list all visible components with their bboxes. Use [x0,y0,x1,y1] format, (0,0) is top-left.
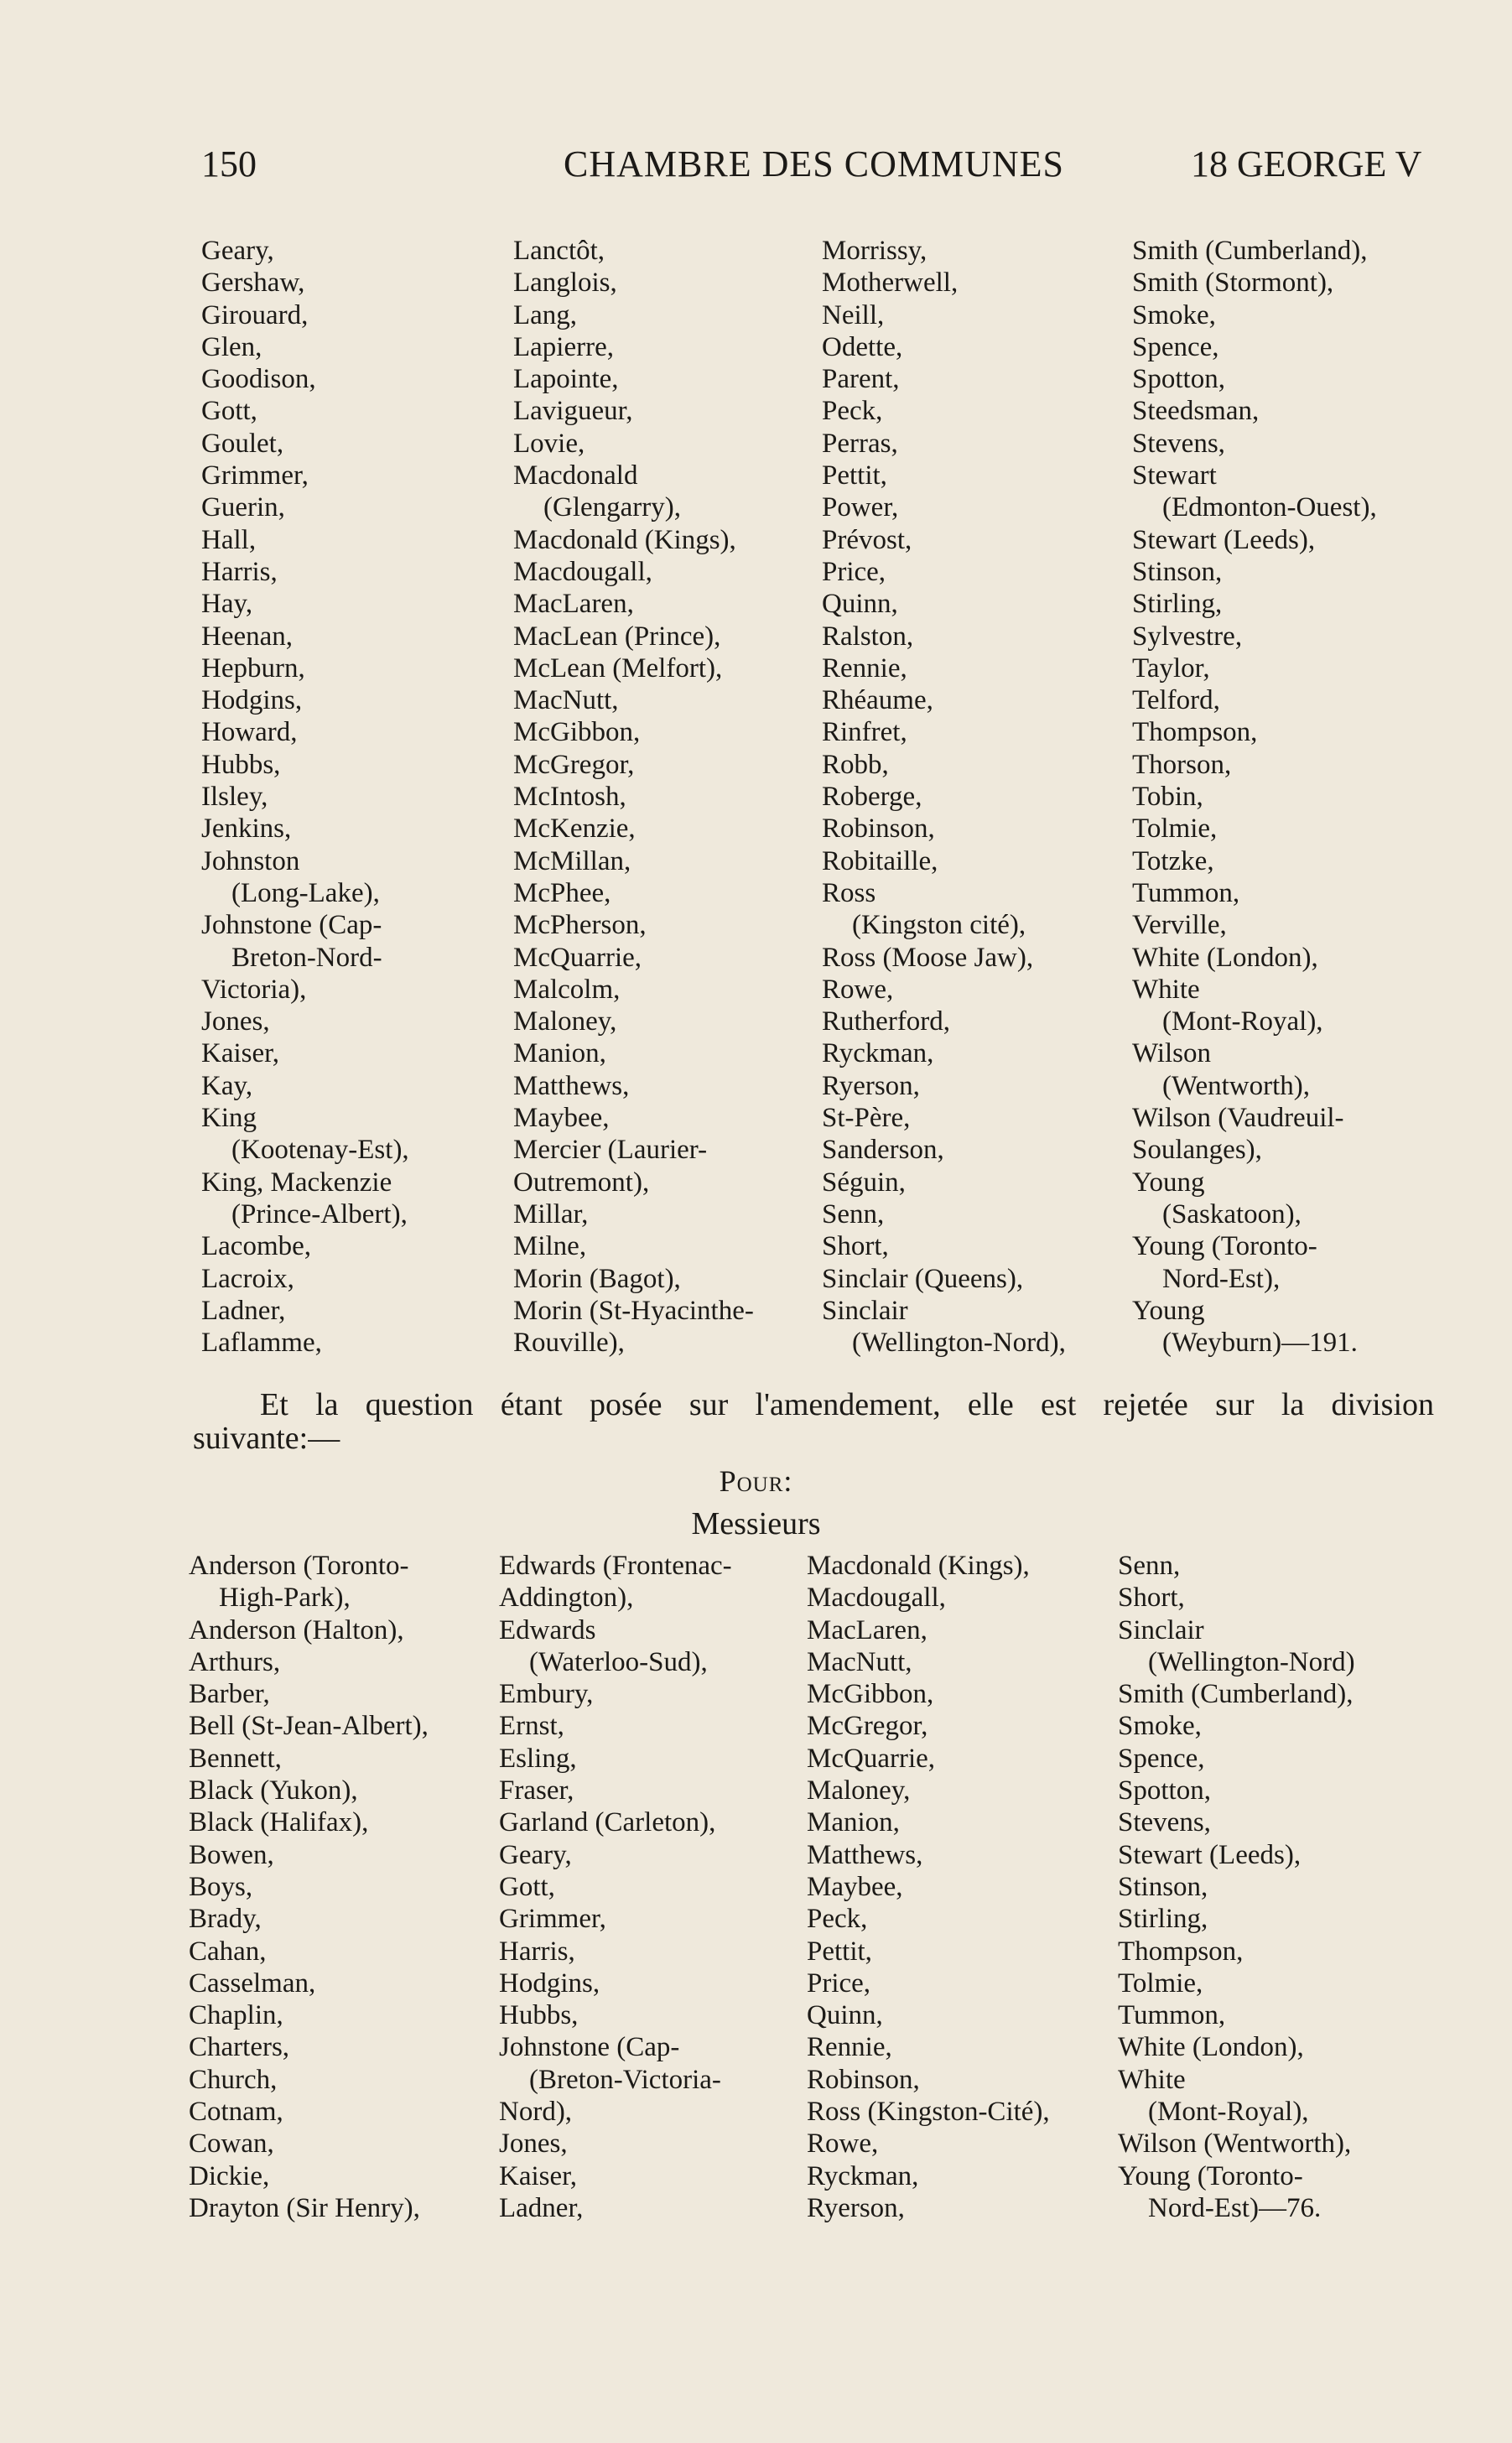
member-name: White [1132,974,1200,1005]
member-name: (Breton-Victoria- [529,2064,721,2095]
member-name: White [1118,2064,1186,2095]
member-name: Hepburn, [201,652,305,684]
member-name: Jenkins, [201,813,292,845]
member-name: Price, [822,556,886,587]
member-name: Langlois, [513,268,617,299]
member-name: Short, [822,1231,889,1262]
member-name: Jones, [499,2129,568,2160]
member-name: Macdonald [513,460,638,491]
member-name: Robinson, [822,813,935,845]
member-name: McMillan, [513,845,631,876]
member-name: (Weyburn)—191. [1162,1328,1358,1359]
member-name: King, Mackenzie [201,1167,392,1198]
reign-year: 18 GEORGE V [1191,143,1422,185]
member-name: Fraser, [499,1775,574,1806]
member-name: Hubbs, [499,2000,579,2031]
member-name: White (London), [1118,2032,1304,2063]
member-name: Power, [822,492,899,523]
member-name: Ryckman, [822,1038,934,1069]
member-name: Goodison, [201,364,316,395]
member-name: (Edmonton-Ouest), [1162,492,1377,523]
member-name: Grimmer, [499,1904,606,1935]
member-name: Verville, [1132,910,1227,941]
member-name: Goulet, [201,428,284,459]
pour-column-1 [189,1550,429,2224]
member-name: Black (Yukon), [189,1775,358,1806]
contre-column-2 [513,235,754,1359]
paragraph-line-2: suivante:— [193,1421,340,1456]
member-name: Morin (St-Hyacinthe- [513,1295,754,1326]
member-name: Robb, [822,749,889,780]
member-name: Rennie, [822,652,907,684]
member-name: Hodgins, [499,1967,600,1999]
member-name: Young [1132,1167,1205,1198]
member-name: Thompson, [1132,717,1258,748]
member-name: Cowan, [189,2129,274,2160]
member-name: Bennett, [189,1743,282,1774]
page-title: CHAMBRE DES COMMUNES [564,143,1064,185]
member-name: Gott, [499,1871,555,1902]
member-name: Laflamme, [201,1328,322,1359]
member-name: Ross (Moose Jaw), [822,942,1034,973]
member-name: Parent, [822,364,900,395]
member-name: Sylvestre, [1132,621,1243,652]
member-name: Guerin, [201,492,285,523]
member-name: Drayton (Sir Henry), [189,2192,420,2223]
page-number: 150 [201,143,257,185]
member-name: McGibbon, [807,1679,934,1710]
member-name: Hall, [201,524,257,555]
member-name: Johnstone (Cap- [499,2032,680,2063]
member-name: Stevens, [1118,1807,1211,1838]
member-name: Chaplin, [189,2000,283,2031]
member-name: McGregor, [513,749,635,780]
member-name: Hubbs, [201,749,281,780]
member-name: Ross (Kingston-Cité), [807,2097,1050,2128]
member-name: McPherson, [513,910,647,941]
member-name: Tobin, [1132,782,1203,813]
member-name: Ralston, [822,621,914,652]
member-name: Lovie, [513,428,585,459]
member-name: (Waterloo-Sud), [529,1646,708,1677]
member-name: McGibbon, [513,717,641,748]
member-name: Rennie, [807,2032,892,2063]
member-name: Charters, [189,2032,290,2063]
member-name: Quinn, [807,2000,883,2031]
member-name: Harris, [201,556,278,587]
member-name: (Long-Lake), [231,877,380,908]
member-name: Robitaille, [822,845,938,876]
member-name: Millar, [513,1198,589,1229]
member-name: Brady, [189,1904,262,1935]
pour-column-3 [807,1550,1050,2224]
member-name: Geary, [201,236,274,266]
member-name: Spence, [1118,1743,1205,1774]
member-name: McGregor, [807,1711,928,1742]
member-name: Outremont), [513,1167,650,1198]
member-name: Macdonald (Kings), [513,524,736,555]
member-name: (Wentworth), [1162,1070,1311,1101]
member-name: Cotnam, [189,2097,283,2128]
member-name: Arthurs, [189,1646,281,1677]
member-name: Taylor, [1132,652,1210,684]
contre-column-3 [822,235,1066,1359]
member-name: (Wellington-Nord) [1148,1646,1355,1677]
member-name: MacLaren, [807,1614,927,1645]
member-name: Wilson [1132,1038,1212,1069]
member-name: Smoke, [1118,1711,1202,1742]
member-name: Ilsley, [201,782,268,813]
member-name: Addington), [499,1583,634,1614]
member-name: Kay, [201,1070,253,1101]
paragraph-line-1: Et la question étant posée sur l'amendement, elle est rejetée sur la division [260,1387,1434,1422]
member-name: Edwards (Frontenac- [499,1551,732,1581]
member-name: Pettit, [807,1936,872,1967]
member-name: Manion, [513,1038,606,1069]
member-name: Johnston [201,845,300,876]
member-name: St-Père, [822,1103,911,1134]
member-name: McKenzie, [513,813,636,845]
member-name: Short, [1118,1583,1185,1614]
member-name: MacLaren, [513,589,634,620]
member-name: Robinson, [807,2064,920,2095]
member-name: Nord-Est), [1162,1263,1281,1294]
member-name: Sanderson, [822,1135,944,1166]
pour-column-4 [1118,1550,1355,2224]
member-name: Stewart (Leeds), [1132,524,1316,555]
member-name: McPhee, [513,877,611,908]
member-name: Manion, [807,1807,900,1838]
member-name: Barber, [189,1679,270,1710]
member-name: Stinson, [1118,1871,1208,1902]
member-name: Senn, [1118,1551,1181,1581]
member-name: Morrissy, [822,236,927,266]
member-name: Hay, [201,589,253,620]
member-name: (Kootenay-Est), [231,1135,409,1166]
member-name: (Kingston cité), [852,910,1026,941]
member-name: Peck, [807,1904,868,1935]
member-name: Girouard, [201,299,309,330]
member-name: Macdougall, [807,1583,946,1614]
member-name: Sinclair (Queens), [822,1263,1024,1294]
member-name: Anderson (Toronto- [189,1551,409,1581]
member-name: Black (Halifax), [189,1807,369,1838]
member-name: Anderson (Halton), [189,1614,404,1645]
member-name: Stewart (Leeds), [1118,1839,1302,1870]
member-name: Smoke, [1132,299,1216,330]
member-name: Tolmie, [1118,1967,1203,1999]
member-name: Wilson (Vaudreuil- [1132,1103,1344,1134]
member-name: Breton-Nord- [231,942,382,973]
member-name: Wilson (Wentworth), [1118,2129,1352,2160]
member-name: Young (Toronto- [1118,2160,1303,2191]
contre-column-1 [201,235,409,1359]
member-name: Ross [822,877,876,908]
member-name: White (London), [1132,942,1318,973]
member-name: Kaiser, [499,2160,578,2191]
member-name: Spotton, [1118,1775,1211,1806]
member-name: Boys, [189,1871,253,1902]
member-name: Rouville), [513,1328,625,1359]
member-name: Young [1132,1295,1205,1326]
member-name: MacNutt, [513,685,619,716]
member-name: Glen, [201,331,262,362]
member-name: (Wellington-Nord), [852,1328,1066,1359]
member-name: Rutherford, [822,1006,951,1037]
member-name: Embury, [499,1679,594,1710]
member-name: Church, [189,2064,278,2095]
member-name: Lanctôt, [513,236,605,266]
member-name: Ryckman, [807,2160,919,2191]
member-name: Tolmie, [1132,813,1218,845]
member-name: Lavigueur, [513,396,633,427]
member-name: Price, [807,1967,871,1999]
member-name: Thorson, [1132,749,1232,780]
member-name: Maybee, [807,1871,903,1902]
member-name: Ryerson, [807,2192,905,2223]
member-name: Kaiser, [201,1038,280,1069]
member-name: Macdonald (Kings), [807,1551,1030,1581]
member-name: Ernst, [499,1711,564,1742]
member-name: Smith (Stormont), [1132,268,1334,299]
member-name: Smith (Cumberland), [1132,236,1368,266]
member-name: MacLean (Prince), [513,621,721,652]
member-name: Smith (Cumberland), [1118,1679,1354,1710]
member-name: Maloney, [513,1006,617,1037]
member-name: Garland (Carleton), [499,1807,716,1838]
member-name: (Saskatoon), [1162,1198,1302,1229]
member-name: Esling, [499,1743,577,1774]
member-name: Young (Toronto- [1132,1231,1317,1262]
member-name: Lacroix, [201,1263,294,1294]
member-name: Tummon, [1132,877,1240,908]
member-name: Stirling, [1132,589,1223,620]
member-name: Lacombe, [201,1231,312,1262]
member-name: Neill, [822,299,885,330]
member-name: Cahan, [189,1936,267,1967]
member-name: Rinfret, [822,717,907,748]
member-name: Nord), [499,2097,573,2128]
member-name: Casselman, [189,1967,316,1999]
member-name: Maloney, [807,1775,911,1806]
member-name: Prévost, [822,524,912,555]
member-name: Sinclair [1118,1614,1204,1645]
member-name: Victoria), [201,974,307,1005]
member-name: Totzke, [1132,845,1214,876]
division-paragraph [193,1388,1434,1455]
member-name: Perras, [822,428,898,459]
member-name: Bowen, [189,1839,274,1870]
member-name: Johnstone (Cap- [201,910,382,941]
member-name: (Prince-Albert), [231,1198,408,1229]
member-name: Howard, [201,717,298,748]
member-name: Quinn, [822,589,898,620]
member-name: Mercier (Laurier- [513,1135,708,1166]
member-name: Ryerson, [822,1070,920,1101]
member-name: Jones, [201,1006,270,1037]
member-name: (Mont-Royal), [1148,2097,1309,2128]
member-name: Lapierre, [513,331,614,362]
member-name: Spotton, [1132,364,1225,395]
member-name: Grimmer, [201,460,309,491]
member-name: Geary, [499,1839,572,1870]
member-name: Gershaw, [201,268,305,299]
member-name: McIntosh, [513,782,626,813]
member-name: Sinclair [822,1295,908,1326]
member-name: Spence, [1132,331,1219,362]
member-name: Harris, [499,1936,575,1967]
member-name: (Mont-Royal), [1162,1006,1323,1037]
member-name: Maybee, [513,1103,610,1134]
member-name: McQuarrie, [807,1743,936,1774]
member-name: Telford, [1132,685,1220,716]
member-name: Peck, [822,396,883,427]
contre-column-4 [1132,235,1377,1359]
member-name: Edwards [499,1614,596,1645]
member-name: High-Park), [219,1583,351,1614]
member-name: Ladner, [201,1295,286,1326]
member-name: Milne, [513,1231,587,1262]
member-name: Soulanges), [1132,1135,1262,1166]
member-name: Gott, [201,396,257,427]
member-name: Rhéaume, [822,685,933,716]
pour-column-2 [499,1550,732,2224]
member-name: Senn, [822,1198,885,1229]
member-name: Heenan, [201,621,294,652]
member-name: Matthews, [807,1839,923,1870]
member-name: Stewart [1132,460,1217,491]
member-name: Ladner, [499,2192,584,2223]
member-name: Stirling, [1118,1904,1208,1935]
member-name: Matthews, [513,1070,630,1101]
member-name: Rowe, [807,2129,879,2160]
member-name: McLean (Melfort), [513,652,723,684]
member-name: Séguin, [822,1167,906,1198]
messieurs-heading: Messieurs [691,1506,821,1541]
member-name: Rowe, [822,974,894,1005]
member-name: Motherwell, [822,268,959,299]
member-name: Stevens, [1132,428,1225,459]
member-name: Hodgins, [201,685,303,716]
pour-heading: Pour: [719,1464,793,1498]
member-name: Morin (Bagot), [513,1263,681,1294]
member-name: Roberge, [822,782,922,813]
member-name: Macdougall, [513,556,652,587]
member-name: Thompson, [1118,1936,1244,1967]
member-name: Lang, [513,299,578,330]
member-name: Bell (St-Jean-Albert), [189,1711,429,1742]
member-name: MacNutt, [807,1646,912,1677]
member-name: Dickie, [189,2160,270,2191]
member-name: Pettit, [822,460,887,491]
member-name: Stinson, [1132,556,1223,587]
member-name: Odette, [822,331,903,362]
member-name: Nord-Est)—76. [1148,2192,1322,2223]
member-name: Steedsman, [1132,396,1260,427]
member-name: Tummon, [1118,2000,1226,2031]
member-name: McQuarrie, [513,942,642,973]
member-name: (Glengarry), [543,492,682,523]
member-name: King [201,1103,257,1134]
member-name: Malcolm, [513,974,621,1005]
member-name: Lapointe, [513,364,619,395]
